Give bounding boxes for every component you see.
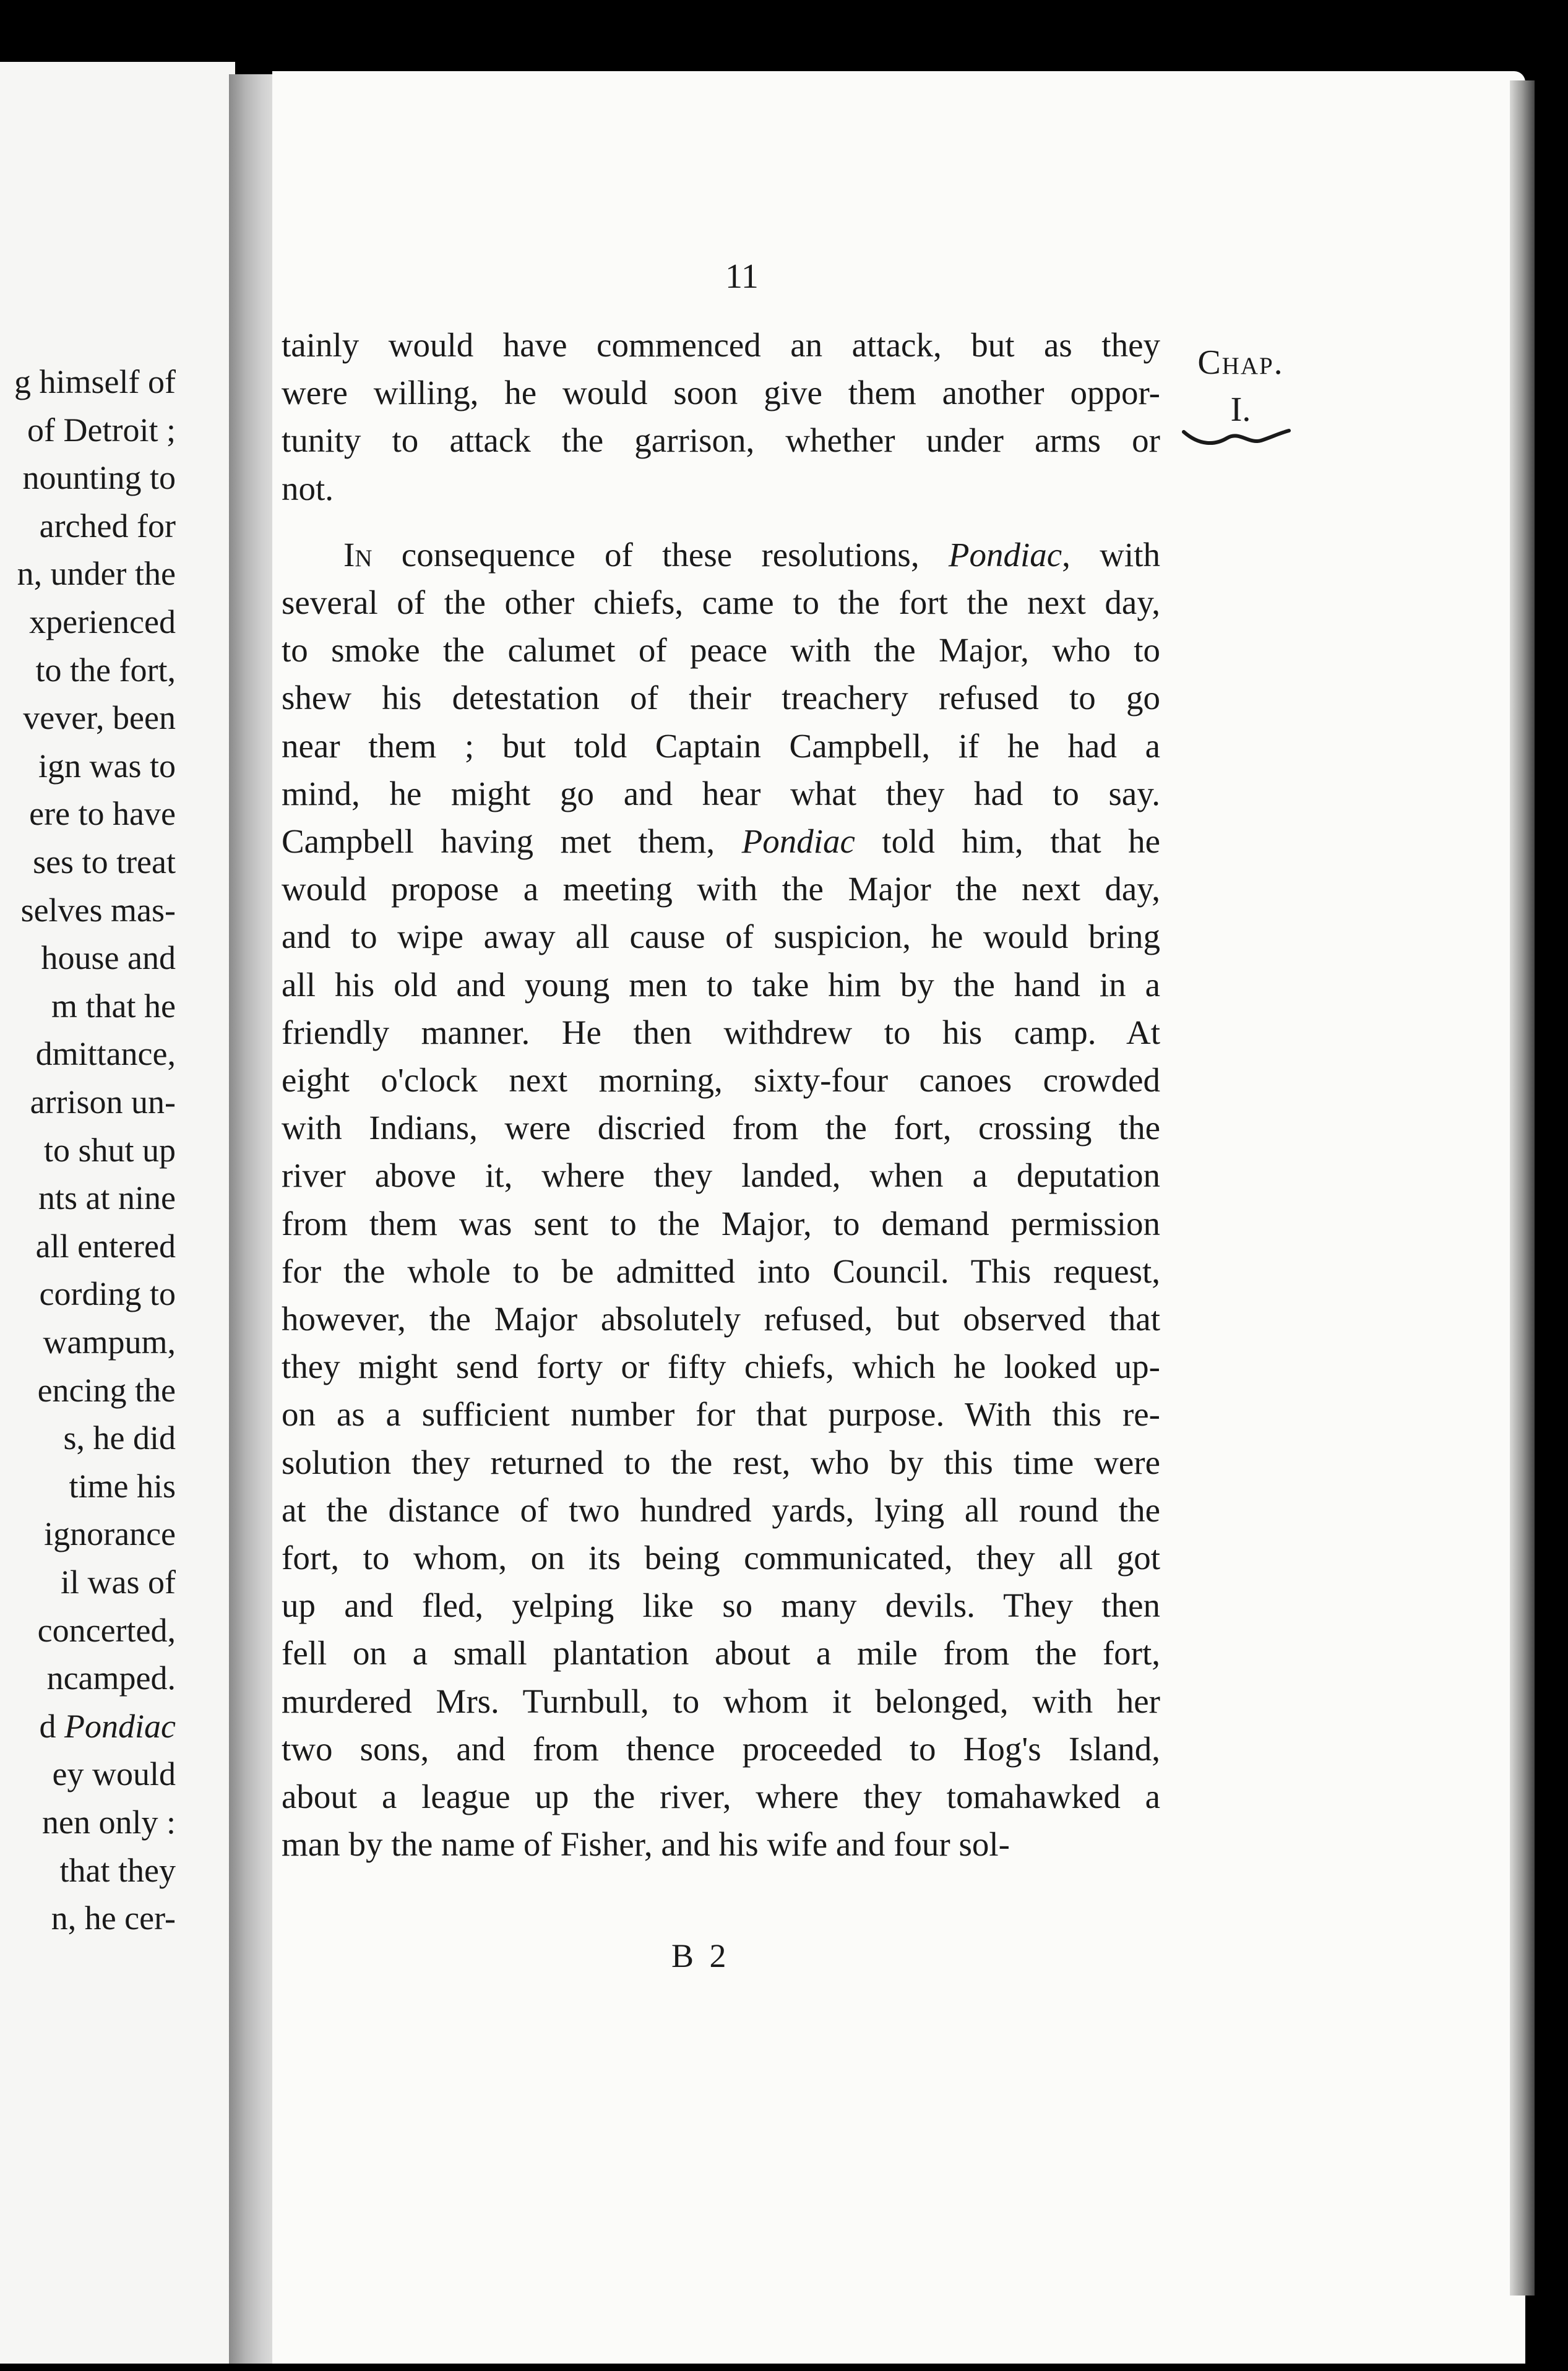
left-page-line: selves mas- [20, 891, 176, 929]
text-line: all his old and young men to take him by the hand in a [282, 965, 1160, 1004]
left-page-line: s, he did [63, 1419, 176, 1457]
text-line: up and fled, yelping like so many devils. They then [282, 1586, 1160, 1625]
text-line: for the whole to be admitted into Council. This request, [282, 1252, 1160, 1290]
left-page-line: nen only : [42, 1804, 176, 1841]
text-line: two sons, and from thence proceeded to Hog's Island, [282, 1729, 1160, 1768]
text-line: would propose a meeting with the Major the next day, [282, 870, 1160, 908]
left-page-line: that they [59, 1851, 176, 1889]
page-number: 11 [725, 257, 759, 296]
text-line: near them ; but told Captain Campbell, if he had a [282, 726, 1160, 765]
text-line: not. [282, 469, 334, 507]
text-line: fell on a small plantation about a mile from the fort, [282, 1634, 1160, 1672]
left-page-line: wampum, [43, 1323, 176, 1361]
signature-mark: B 2 [671, 1937, 730, 1974]
left-page-line: of Detroit ; [27, 411, 176, 449]
left-page-line: arrison un- [30, 1083, 176, 1121]
text-line: In consequence of these resolutions, Pondiac, with [343, 535, 1160, 574]
text-line: about a league up the river, where they tomahawked a [282, 1778, 1160, 1815]
left-page-line: to the fort, [35, 651, 176, 689]
text-line: on as a sufficient number for that purpose. With this re- [282, 1395, 1160, 1434]
left-page [0, 62, 235, 2364]
chapter-number: I. [1230, 390, 1251, 429]
chapter-margin-note [1185, 339, 1296, 433]
left-page-line: ign was to [38, 747, 176, 785]
text-line: were willing, he would soon give them another oppor- [282, 374, 1160, 412]
left-page-line: dmittance, [35, 1035, 176, 1073]
left-page-line: ses to treat [33, 843, 176, 880]
text-line: and to wipe away all cause of suspicion, he would bring [282, 918, 1160, 956]
left-page-line: ncamped. [46, 1659, 176, 1697]
left-page-line: nounting to [22, 459, 176, 497]
text-line: tainly would have commenced an attack, but as they [282, 326, 1160, 364]
left-page-line: n, under the [17, 555, 176, 593]
text-line: they might send forty or fifty chiefs, which he looked up- [282, 1348, 1160, 1386]
text-line: several of the other chiefs, came to the fort the next day, [282, 583, 1160, 621]
left-page-line: all entered [35, 1227, 176, 1265]
text-line: solution they returned to the rest, who by this time were [282, 1443, 1160, 1481]
left-page-line: cording to [39, 1275, 176, 1313]
left-page-line: ere to have [29, 795, 176, 833]
text-line: from them was sent to the Major, to demand permission [282, 1204, 1160, 1242]
left-page-line: concerted, [37, 1611, 176, 1649]
left-page-line: il was of [61, 1564, 176, 1601]
text-line: river above it, where they landed, when a deputation [282, 1156, 1160, 1195]
text-line: fort, to whom, on its being communicated, they all got [282, 1539, 1160, 1577]
page-edge [1510, 80, 1535, 2296]
left-page-line: time his [69, 1467, 176, 1505]
left-page-line: m that he [51, 987, 176, 1025]
left-page-line: n, he cer- [51, 1900, 176, 1937]
text-line: however, the Major absolutely refused, but observed that [282, 1300, 1160, 1338]
left-page-line: g himself of [14, 363, 176, 400]
chapter-heading: Chap. [1197, 343, 1284, 382]
text-line: to smoke the calumet of peace with the Major, who to [282, 631, 1160, 669]
left-page-line: house and [41, 939, 176, 977]
text-line: with Indians, were discried from the fort, crossing the [282, 1109, 1160, 1147]
swash-ornament-icon [1181, 427, 1292, 452]
left-page-line: nts at nine [38, 1179, 176, 1217]
text-line: man by the name of Fisher, and his wife and four sol- [282, 1825, 1010, 1864]
text-line: tunity to attack the garrison, whether under arms or [282, 421, 1160, 460]
text-line: at the distance of two hundred yards, lying all round the [282, 1491, 1160, 1529]
left-page-line: encing the [37, 1371, 176, 1409]
text-line: friendly manner. He then withdrew to his camp. At [282, 1013, 1160, 1051]
left-page-line: arched for [39, 507, 176, 544]
text-line: mind, he might go and hear what they had to say. [282, 774, 1160, 812]
left-page-line: ignorance [44, 1515, 176, 1553]
left-page-line: to shut up [43, 1131, 176, 1169]
left-page-line: d Pondiac [39, 1707, 176, 1745]
text-line: eight o'clock next morning, sixty-four canoes crowded [282, 1061, 1160, 1099]
text-line: Campbell having met them, Pondiac told him, that he [282, 822, 1160, 860]
left-page-line: ey would [52, 1755, 176, 1793]
left-page-line: xperienced [29, 603, 176, 640]
text-line: murdered Mrs. Turnbull, to whom it belonged, with her [282, 1682, 1160, 1720]
text-line: shew his detestation of their treachery refused to go [282, 679, 1160, 717]
left-page-line: vever, been [23, 699, 176, 737]
